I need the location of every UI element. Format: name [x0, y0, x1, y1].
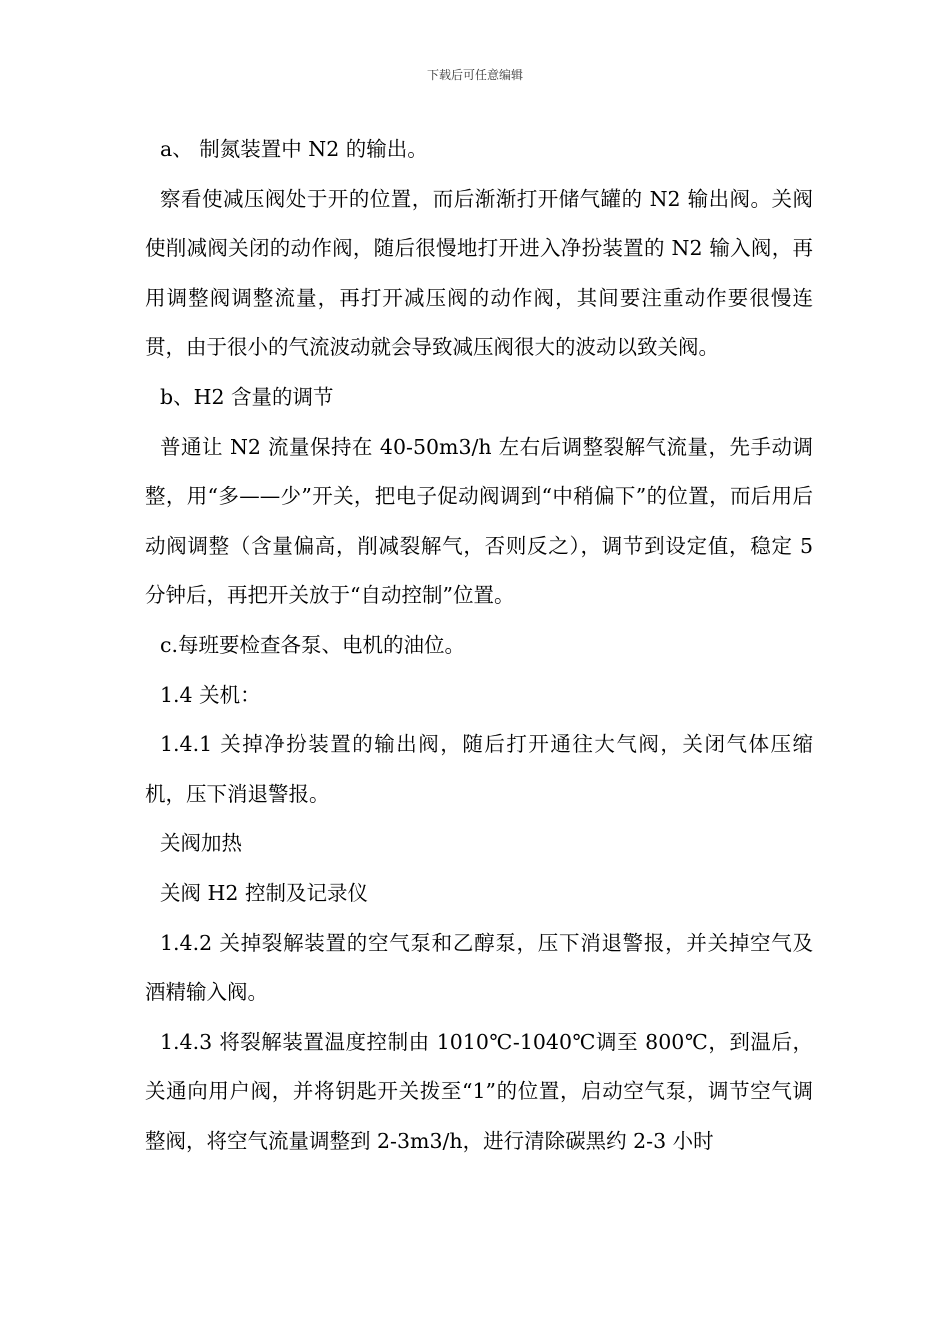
- paragraph-shutdown-heading: 1.4 关机：: [160, 682, 261, 707]
- paragraph-shutdown-step-1-4-2: 1.4.2 关掉裂解装置的空气泵和乙醇泵，压下消退警报，并关掉空气及酒精输入阀。: [145, 930, 813, 1005]
- paragraph-shutdown-step-1-4-3: 1.4.3 将裂解装置温度控制由 1010℃-1040℃调至 800℃，到温后，关通向用户阀，并将钥匙开关拨至“1”的位置，启动空气泵，调节空气调整阀，将空气流量调整到 2-3m3/h，进行清除碳黑约 2-3 小时: [145, 1029, 813, 1153]
- paragraph-oil-check: c.每班要检查各泵、电机的油位。: [160, 632, 465, 657]
- paragraph-shutdown-step-1-4-1: 1.4.1 关掉净扮装置的输出阀，随后打开通往大气阀，关闭气体压缩机，压下消退警报。: [145, 732, 813, 806]
- page-header: 下载后可任意编辑: [426, 68, 523, 82]
- paragraph-h2-adjust-heading: b、H2 含量的调节: [160, 384, 334, 409]
- paragraph-n2-output-procedure: 察看使减压阀处于开的位置，而后渐渐打开储气罐的 N2 输出阀。关阀使削减阀关闭的动作阀，随后很慢地打开进入净扮装置的 N2 输入阀，再用调整阀调整流量，再打开减压阀的动作阀，其间要注重动作要很慢连贯，由于很小的气流波动就会导致减压阀很大的波动以致关阀。: [145, 186, 813, 360]
- paragraph-h2-adjust-procedure: 普通让 N2 流量保持在 40-50m3/h 左右后调整裂解气流量，先手动调整，用“多——少”开关，把电子促动阀调到“中稍偏下”的位置，而后用后动阀调整（含量偏高，削减裂解气，否则反之），调节到设定值，稳定 5 分钟后，再把开关放于“自动控制”位置。: [145, 434, 813, 608]
- paragraph-close-heating: 关阀加热: [160, 831, 242, 856]
- paragraph-close-h2-control: 关阀 H2 控制及记录仪: [160, 880, 368, 905]
- paragraph-n2-output-heading: a、 制氮装置中 N2 的输出。: [160, 137, 428, 161]
- document-body: [145, 125, 813, 1166]
